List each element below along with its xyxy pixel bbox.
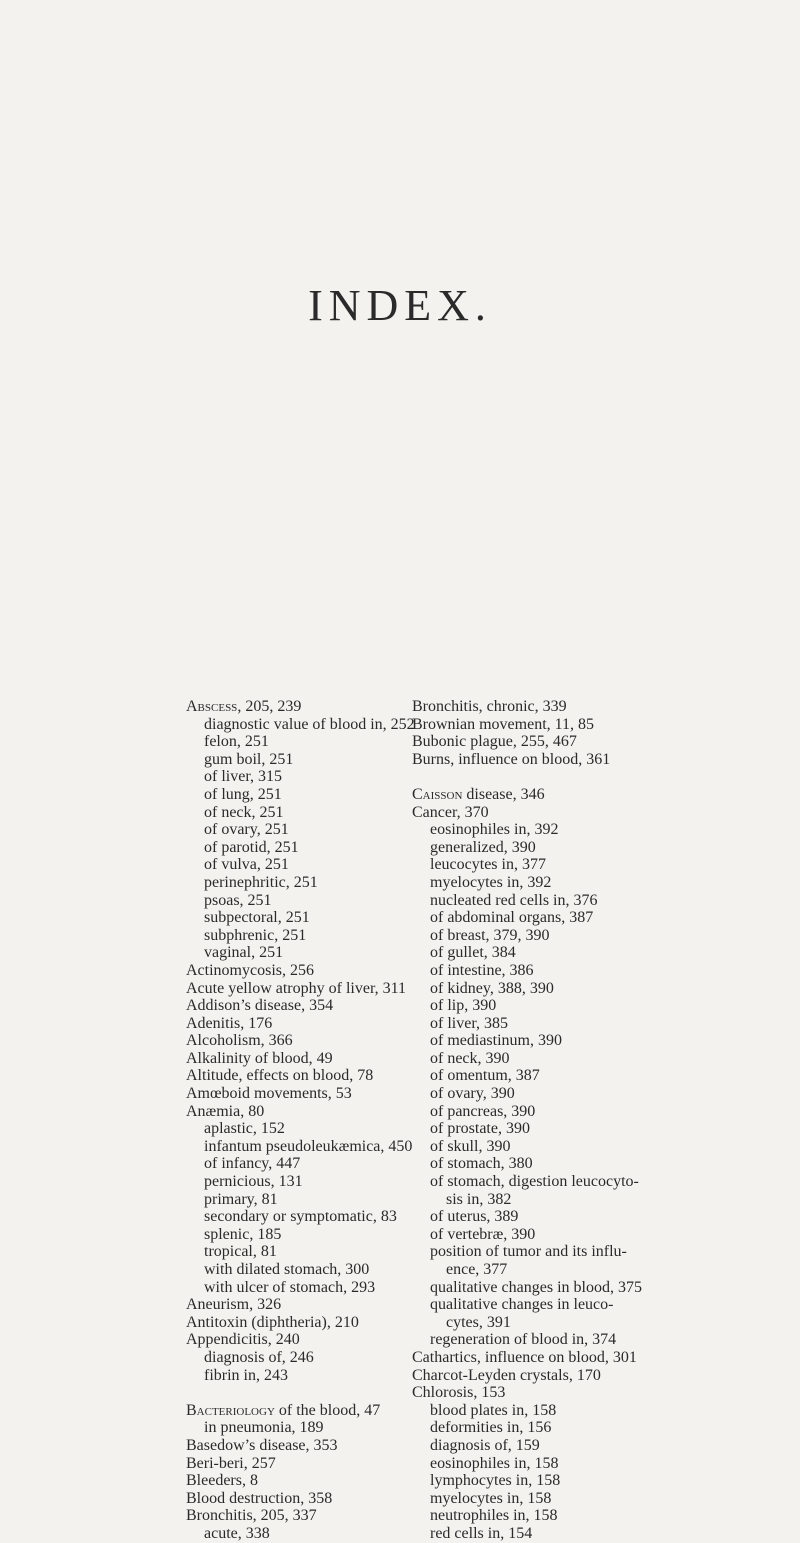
index-entry: Beri-beri, 257 bbox=[186, 1454, 276, 1472]
index-entry: Burns, influence on blood, 361 bbox=[412, 750, 611, 768]
index-subentry: of ovary, 251 bbox=[204, 821, 289, 839]
index-subentry: with dilated stomach, 300 bbox=[204, 1261, 370, 1278]
index-subentry: of ovary, 390 bbox=[430, 1085, 515, 1103]
index-entry: Altitude, effects on blood, 78 bbox=[186, 1067, 374, 1085]
index-subentry: felon, 251 bbox=[204, 733, 269, 751]
index-subentry: of pancreas, 390 bbox=[430, 1102, 536, 1120]
index-subentry: of infancy, 447 bbox=[204, 1155, 301, 1173]
index-entry: Brownian movement, 11, 85 bbox=[412, 715, 595, 733]
entry-text: , 205, 239 bbox=[237, 698, 302, 715]
index-subentry: subphrenic, 251 bbox=[204, 926, 307, 944]
index-subentry: qualitative changes in leuco- bbox=[430, 1296, 614, 1314]
index-subentry: generalized, 390 bbox=[430, 838, 536, 856]
index-subentry: red cells in, 154 bbox=[430, 1524, 533, 1542]
index-subentry: tropical, 81 bbox=[204, 1243, 277, 1261]
index-entry: Chlorosis, 153 bbox=[412, 1384, 506, 1402]
index-subentry: fibrin in, 243 bbox=[204, 1366, 288, 1384]
index-subentry: of neck, 390 bbox=[430, 1049, 510, 1067]
index-subentry: of stomach, digestion leucocyto- bbox=[430, 1173, 639, 1191]
index-subentry: of parotid, 251 bbox=[204, 838, 299, 856]
index-subentry: neutrophiles in, 158 bbox=[430, 1507, 558, 1525]
index-entry: Charcot-Leyden crystals, 170 bbox=[412, 1366, 601, 1384]
index-subentry: of lung, 251 bbox=[204, 785, 282, 803]
index-entry: Bubonic plague, 255, 467 bbox=[412, 733, 577, 751]
index-entry: Aneurism, 326 bbox=[186, 1296, 282, 1314]
entry-text: disease, 346 bbox=[462, 785, 545, 803]
index-subentry: pernicious, 131 bbox=[204, 1173, 303, 1191]
index-subentry: of abdominal organs, 387 bbox=[430, 909, 594, 927]
section-lead-word: Caisson bbox=[412, 785, 463, 803]
index-subentry: aplastic, 152 bbox=[204, 1120, 285, 1138]
index-subentry: regeneration of blood in, 374 bbox=[430, 1331, 617, 1349]
index-subentry: of liver, 385 bbox=[430, 1014, 509, 1032]
index-subentry: of liver, 315 bbox=[204, 768, 283, 786]
index-subentry: gum boil, 251 bbox=[204, 750, 294, 768]
page-title: INDEX. bbox=[308, 281, 492, 330]
index-subentry: leucocytes in, 377 bbox=[430, 856, 546, 874]
index-subentry: of mediastinum, 390 bbox=[430, 1032, 562, 1050]
index-subentry: of prostate, 390 bbox=[430, 1120, 530, 1138]
index-subentry: splenic, 185 bbox=[204, 1225, 282, 1243]
index-subentry: of breast, 379, 390 bbox=[430, 926, 550, 944]
index-entry: Basedow’s disease, 353 bbox=[186, 1436, 338, 1454]
index-subentry: of neck, 251 bbox=[204, 803, 284, 821]
index-subentry: qualitative changes in blood, 375 bbox=[430, 1278, 642, 1296]
index-subentry: diagnosis of, 246 bbox=[204, 1348, 314, 1366]
entry-text: of the blood, 47 bbox=[274, 1401, 381, 1419]
index-subentry: eosinophiles in, 158 bbox=[430, 1454, 559, 1472]
section-lead-word: Abscess bbox=[186, 698, 238, 715]
index-subentry: myelocytes in, 392 bbox=[430, 873, 552, 891]
index-subentry: with ulcer of stomach, 293 bbox=[204, 1278, 376, 1296]
index-entry: Alcoholism, 366 bbox=[186, 1032, 293, 1050]
index-entry: Antitoxin (diphtheria), 210 bbox=[186, 1313, 359, 1331]
index-subentry: perinephritic, 251 bbox=[204, 873, 318, 891]
index-subentry: nucleated red cells in, 376 bbox=[430, 891, 598, 909]
index-subentry: diagnosis of, 159 bbox=[430, 1436, 540, 1454]
index-subentry: of intestine, 386 bbox=[430, 961, 534, 979]
index-continuation: sis in, 382 bbox=[446, 1190, 512, 1208]
index-subentry: lymphocytes in, 158 bbox=[430, 1472, 561, 1490]
index-subentry: myelocytes in, 158 bbox=[430, 1489, 552, 1507]
index-entry: Bronchitis, chronic, 339 bbox=[412, 698, 567, 715]
index-subentry: position of tumor and its influ- bbox=[430, 1243, 627, 1261]
index-subentry: secondary or symptomatic, 83 bbox=[204, 1208, 397, 1226]
index-subentry: in pneumonia, 189 bbox=[204, 1419, 324, 1437]
index-continuation: ence, 377 bbox=[446, 1261, 508, 1278]
index-entry: Acute yellow atrophy of liver, 311 bbox=[186, 979, 407, 997]
index-subentry: blood plates in, 158 bbox=[430, 1401, 557, 1419]
index-entry: Cathartics, influence on blood, 301 bbox=[412, 1348, 637, 1366]
section-lead-word: Bacteriology bbox=[186, 1401, 275, 1419]
index-entry: Actinomycosis, 256 bbox=[186, 961, 314, 979]
index-subentry: eosinophiles in, 392 bbox=[430, 821, 559, 839]
index-continuation: cytes, 391 bbox=[446, 1313, 511, 1331]
index-subentry: diagnostic value of blood in, 252 bbox=[204, 715, 415, 733]
index-entry: Bleeders, 8 bbox=[186, 1472, 258, 1490]
index-entry: Appendicitis, 240 bbox=[186, 1331, 300, 1349]
entry-gap bbox=[412, 768, 782, 786]
index-subentry: of skull, 390 bbox=[430, 1137, 511, 1155]
index-subentry: of omentum, 387 bbox=[430, 1067, 540, 1085]
index-entry bbox=[412, 786, 782, 804]
index-entry: Cancer, 370 bbox=[412, 803, 489, 821]
index-entry: Amœboid movements, 53 bbox=[186, 1085, 352, 1103]
index-subentry: vaginal, 251 bbox=[204, 944, 284, 962]
index-column-right bbox=[412, 698, 782, 1543]
index-subentry: infantum pseudoleukæmica, 450 bbox=[204, 1137, 413, 1155]
index-subentry: primary, 81 bbox=[204, 1190, 278, 1208]
index-entry: Anæmia, 80 bbox=[186, 1102, 265, 1120]
index-subentry: of vertebræ, 390 bbox=[430, 1225, 536, 1243]
index-subentry: deformities in, 156 bbox=[430, 1419, 552, 1437]
index-subentry: psoas, 251 bbox=[204, 891, 272, 909]
index-entry: Bronchitis, 205, 337 bbox=[186, 1507, 317, 1525]
index-entry: Alkalinity of blood, 49 bbox=[186, 1049, 333, 1067]
index-subentry: of lip, 390 bbox=[430, 997, 497, 1015]
index-subentry: of vulva, 251 bbox=[204, 856, 289, 874]
index-subentry: acute, 338 bbox=[204, 1524, 270, 1542]
index-entry: Adenitis, 176 bbox=[186, 1014, 273, 1032]
index-entry: Addison’s disease, 354 bbox=[186, 997, 334, 1015]
index-subentry: of gullet, 384 bbox=[430, 944, 516, 962]
index-subentry: of kidney, 388, 390 bbox=[430, 979, 554, 997]
index-subentry: of stomach, 380 bbox=[430, 1155, 533, 1173]
index-subentry: subpectoral, 251 bbox=[204, 909, 310, 927]
index-subentry: of uterus, 389 bbox=[430, 1208, 519, 1226]
index-entry: Blood destruction, 358 bbox=[186, 1489, 333, 1507]
